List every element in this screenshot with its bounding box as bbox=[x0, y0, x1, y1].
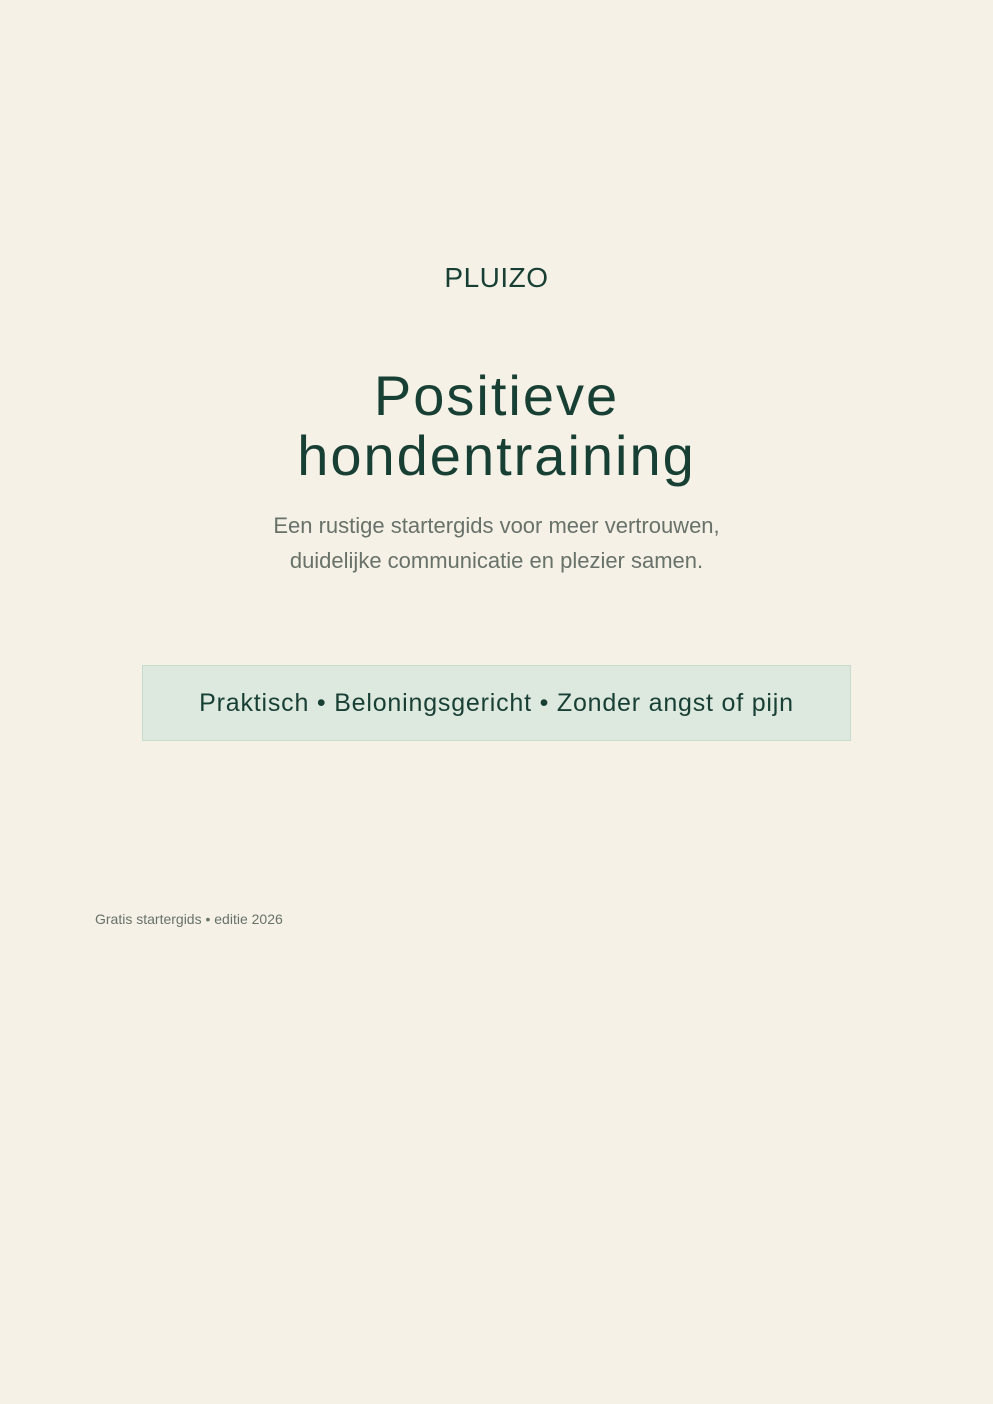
title-line-1: Positieve bbox=[373, 364, 620, 427]
tagline-box bbox=[142, 665, 851, 741]
title-line-2: hondentraining bbox=[297, 424, 696, 487]
page-title bbox=[0, 366, 993, 486]
edition-label: Gratis startergids • editie 2026 bbox=[95, 911, 283, 927]
subtitle-line-2: duidelijke communicatie en plezier samen. bbox=[289, 548, 704, 573]
tagline-text: Praktisch • Beloningsgericht • Zonder angst of pijn bbox=[199, 688, 794, 717]
brand-name: PLUIZO bbox=[444, 262, 549, 293]
subtitle-line-1: Een rustige startergids voor meer vertrouwen, bbox=[273, 513, 720, 538]
subtitle bbox=[0, 508, 993, 578]
